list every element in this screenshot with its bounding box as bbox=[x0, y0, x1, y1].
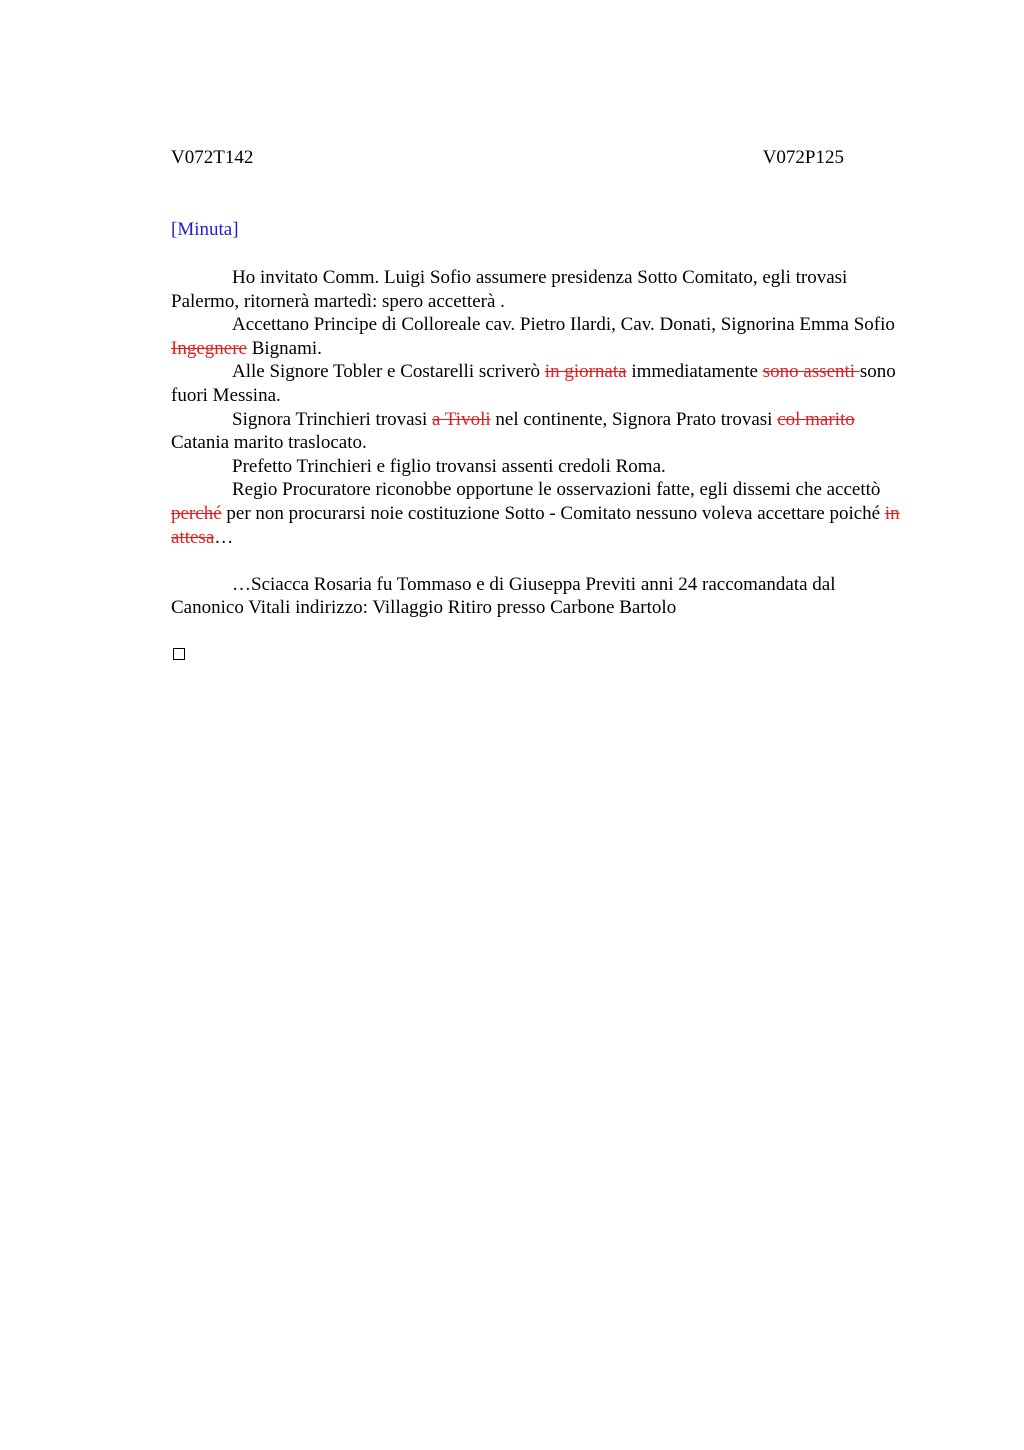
paragraph-3 bbox=[171, 360, 911, 407]
deleted-text: sono assenti bbox=[762, 361, 860, 383]
letter-body bbox=[171, 266, 911, 620]
paragraph-text: Regio Procuratore riconobbe opportune le osservazioni fatte, egli dissemi che accettò bbox=[232, 479, 881, 501]
deleted-text: in giornata bbox=[544, 361, 627, 383]
paragraph-text: Prefetto Trinchieri e figlio trovansi assenti credoli Roma. bbox=[232, 455, 666, 477]
deleted-text: a Tivoli bbox=[432, 408, 491, 430]
paragraph-7 bbox=[171, 573, 911, 620]
minuta-tag: [Minuta] bbox=[171, 219, 239, 240]
paragraph-text: Catania marito traslocato. bbox=[171, 432, 367, 454]
paragraph-text: immediatamente bbox=[626, 361, 763, 383]
paragraph-text: Accettano Principe di Colloreale cav. Pietro Ilardi, Cav. Donati, Signorina Emma Sofio bbox=[232, 314, 895, 336]
paragraph-text: … bbox=[214, 526, 234, 548]
paragraph-1 bbox=[171, 266, 911, 313]
left-code: V072T142 bbox=[171, 147, 254, 168]
deleted-text: col marito bbox=[777, 408, 855, 430]
deleted-text: in attesa bbox=[171, 502, 900, 548]
paragraph-text: nel continente, Signora Prato trovasi bbox=[490, 408, 778, 430]
paragraph-2 bbox=[171, 313, 911, 360]
paragraph-text: …Sciacca Rosaria fu Tommaso e di Giuseppa Previti anni 24 raccomandata dal Canonico Vitali indirizzo: Villaggio Ritiro presso Carbone Bartolo bbox=[171, 573, 836, 619]
deleted-text: Ingegnere bbox=[171, 337, 247, 359]
checkbox-icon bbox=[173, 648, 185, 660]
paragraph-text: Bignami. bbox=[246, 337, 322, 359]
paragraph-4 bbox=[171, 408, 911, 455]
paragraph-text: sono fuori Messina. bbox=[171, 361, 896, 406]
paragraph-text: Ho invitato Comm. Luigi Sofio assumere presidenza Sotto Comitato, egli trovasi Palermo, ritornerà martedì: spero accetterà . bbox=[171, 267, 848, 312]
paragraph-text: Alle Signore Tobler e Costarelli scriverò bbox=[232, 361, 545, 383]
document-codes bbox=[171, 146, 844, 170]
paragraph-6 bbox=[171, 478, 911, 549]
right-code: V072P125 bbox=[762, 147, 844, 168]
paragraph-text: Signora Trinchieri trovasi bbox=[232, 408, 433, 430]
deleted-text: perché bbox=[171, 502, 222, 524]
paragraph-text: per non procurarsi noie costituzione Sotto - Comitato nessuno voleva accettare poiché bbox=[221, 502, 885, 524]
paragraph-5 bbox=[171, 455, 911, 479]
